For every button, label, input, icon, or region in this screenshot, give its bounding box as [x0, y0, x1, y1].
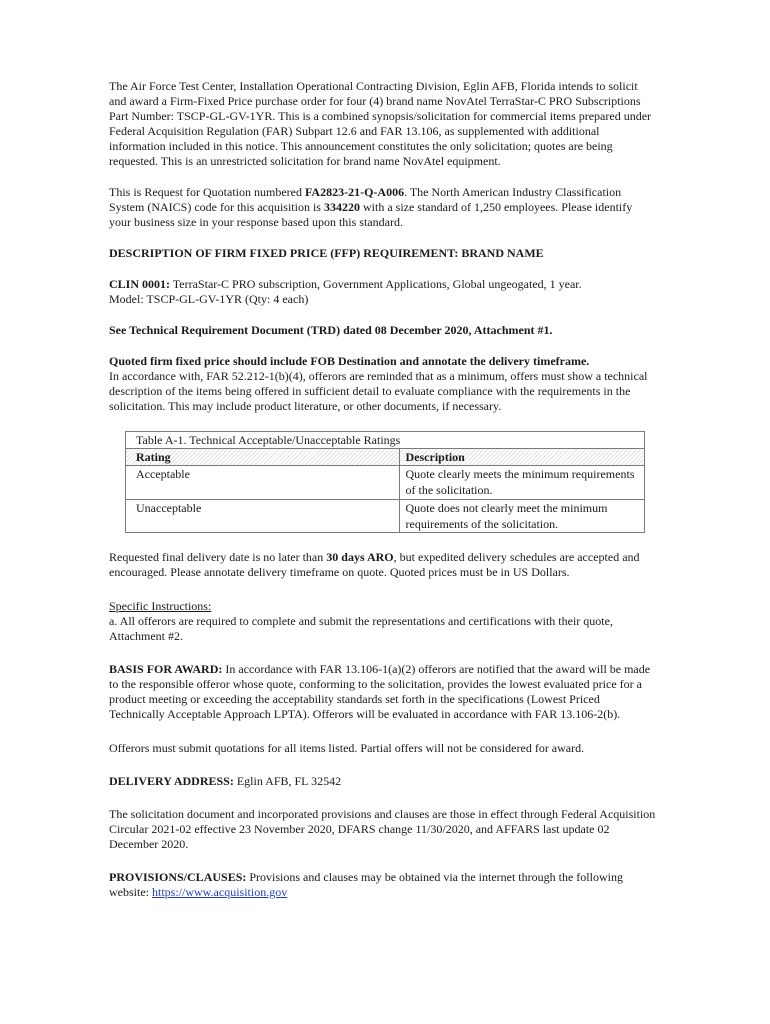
header-description: Description — [399, 449, 644, 466]
basis-for-award-paragraph — [109, 662, 657, 722]
delivery-address-line — [109, 774, 657, 789]
rfq-paragraph — [109, 185, 657, 230]
table-header-row — [126, 449, 645, 466]
clin-text: TerraStar-C PRO subscription, Government Applications, Global ungeogated, 1 year. — [170, 277, 582, 291]
clin-line — [109, 277, 657, 292]
specific-instructions-item-a: a. All offerors are required to complete and submit the representations and certifications with their quote, Attachment #2. — [109, 614, 613, 643]
table-row — [126, 466, 645, 500]
description-cell: Quote does not clearly meet the minimum requirements of the solicitation. — [399, 500, 644, 533]
document-page — [109, 79, 657, 900]
delivery-date-post: , but expedited delivery schedules are accepted and encouraged. Please annotate delivery timeframe on quote. Quoted prices must be in US Dollars. — [109, 550, 640, 579]
header-rating: Rating — [126, 449, 400, 466]
table-row — [126, 500, 645, 533]
delivery-date-aro: 30 days ARO — [326, 550, 394, 564]
provisions-paragraph — [109, 870, 657, 900]
basis-text: In accordance with FAR 13.106-1(a)(2) offerors are notified that the award will be made to the responsible offeror whose quote, conforming to the solicitation, provides the lowest evaluated price for a product meeting or exceeding the acceptability standards set forth in the specifications (Lowest Priced Technically Acceptable Approach LPTA). Offerors will be evaluated in accordance with FAR 13.106-2(b). — [109, 662, 651, 721]
rfq-text-pre: This is Request for Quotation numbered — [109, 185, 305, 199]
clin-label: CLIN 0001: — [109, 277, 171, 291]
clin-model: Model: TSCP-GL-GV-1YR (Qty: 4 each) — [109, 292, 309, 306]
delivery-address-label: DELIVERY ADDRESS: — [109, 774, 234, 788]
provisions-label: PROVISIONS/CLAUSES: — [109, 870, 247, 884]
delivery-address-text: Eglin AFB, FL 32542 — [233, 774, 342, 788]
table-caption: Table A-1. Technical Acceptable/Unacceptable Ratings — [126, 432, 645, 449]
delivery-date-pre: Requested final delivery date is no later than — [109, 550, 327, 564]
rfq-text-post: with a size standard of 1,250 employees. Please identify your business size in your response based upon this standard. — [109, 200, 633, 229]
description-heading: DESCRIPTION OF FIRM FIXED PRICE (FFP) REQUIREMENT: BRAND NAME — [109, 246, 544, 260]
rfq-text-mid: . The North American Industry Classification System (NAICS) code for this acquisition is — [109, 185, 622, 214]
solicitation-document-paragraph: The solicitation document and incorporated provisions and clauses are those in effect through Federal Acquisition Circular 2021-02 effective 23 November 2020, DFARS change 11/30/2020, and AFFARS last update 02 December 2020. — [109, 807, 656, 851]
delivery-date-paragraph — [109, 550, 657, 580]
rating-cell: Acceptable — [126, 466, 400, 500]
basis-label: BASIS FOR AWARD: — [109, 662, 223, 676]
description-cell: Quote clearly meets the minimum requirements of the solicitation. — [399, 466, 644, 500]
provisions-text: Provisions and clauses may be obtained via the internet through the following website: — [109, 870, 623, 899]
rfq-number: FA2823-21-Q-A006 — [304, 185, 405, 199]
acquisition-gov-link[interactable]: https://www.acquisition.gov — [152, 885, 288, 899]
trd-note: See Technical Requirement Document (TRD) dated 08 December 2020, Attachment #1. — [109, 323, 553, 337]
fob-paragraph: In accordance with, FAR 52.212-1(b)(4), offerors are reminded that as a minimum, offers must show a technical description of the items being offered in sufficient detail to evaluate compliance with the requirements in the solicitation. This may include product literature, or other documents, if necessary. — [109, 369, 648, 413]
ratings-table — [125, 431, 645, 533]
partial-offers-paragraph: Offerors must submit quotations for all items listed. Partial offers will not be considered for award. — [109, 741, 585, 755]
naics-code: 334220 — [323, 200, 360, 214]
rating-cell: Unacceptable — [126, 500, 400, 533]
table-caption-row — [126, 432, 645, 449]
fob-heading: Quoted firm fixed price should include FOB Destination and annotate the delivery timeframe. — [109, 354, 590, 368]
intro-paragraph: The Air Force Test Center, Installation Operational Contracting Division, Eglin AFB, Florida intends to solicit and award a Firm-Fixed Price purchase order for four (4) brand name NovAtel TerraStar-C PRO Subscriptions Part Number: TSCP-GL-GV-1YR. This is a combined synopsis/solicitation for commercial items prepared under Federal Acquisition Regulation (FAR) Subpart 12.6 and FAR 13.106, as supplemented with additional information included in this notice. This announcement constitutes the only solicitation; quotes are being requested. This is an unrestricted solicitation for brand name NovAtel equipment. — [109, 79, 652, 168]
specific-instructions-heading: Specific Instructions: — [109, 599, 212, 613]
